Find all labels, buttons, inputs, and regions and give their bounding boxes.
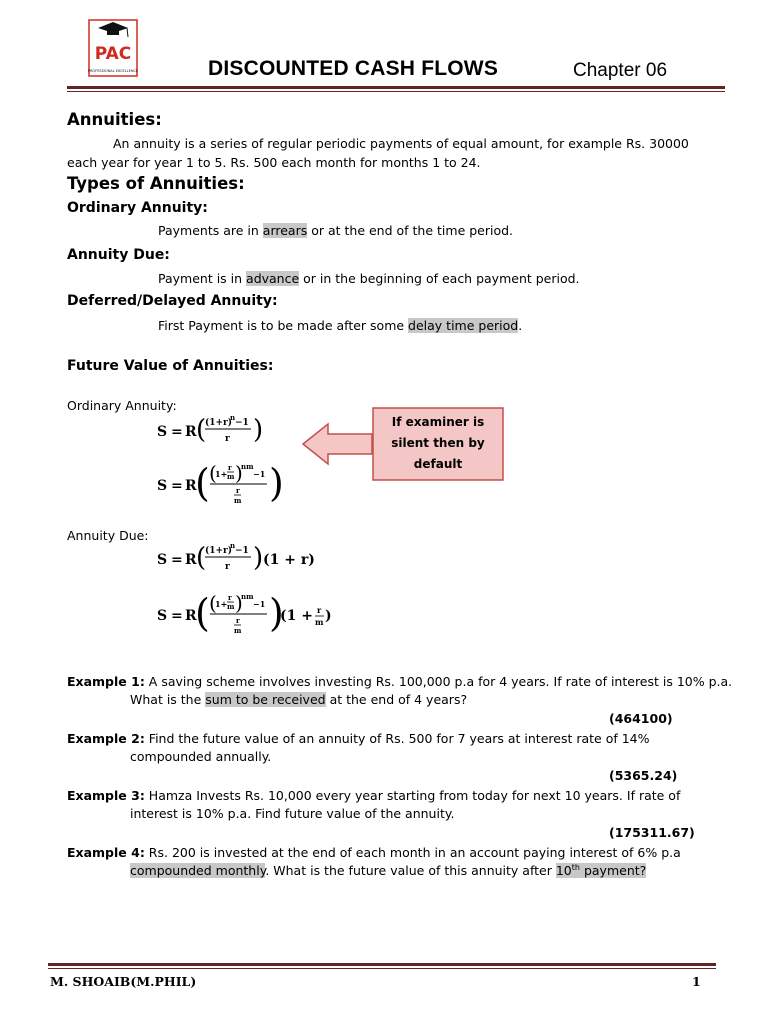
svg-text:=: =	[171, 552, 183, 568]
logo-tagline: PROFESSIONAL EXCELLENCE	[88, 69, 138, 73]
annuity-due-heading: Annuity Due:	[67, 247, 170, 263]
svg-text:r: r	[225, 562, 230, 572]
svg-text:(: (	[195, 461, 210, 505]
formula-due-annual	[155, 538, 325, 576]
svg-text:): )	[325, 608, 332, 624]
annuity-due-text: Payment is in advance or in the beginning of each payment period.	[158, 271, 580, 286]
svg-text:R: R	[185, 552, 197, 568]
svg-text:S: S	[157, 552, 168, 568]
annuities-line-2: each year for year 1 to 5. Rs. 500 each month for months 1 to 24.	[67, 155, 481, 170]
highlight-sum: sum to be received	[205, 692, 326, 707]
annuities-line-1: An annuity is a series of regular periodic payments of equal amount, for example Rs. 30000	[113, 136, 689, 151]
svg-text:R: R	[185, 608, 197, 624]
logo-text: PAC	[94, 44, 132, 64]
svg-text:S: S	[157, 608, 168, 624]
fv-due-label: Annuity Due:	[67, 528, 149, 543]
svg-text:(: (	[196, 415, 207, 445]
svg-text:S: S	[157, 478, 168, 494]
deferred-annuity-heading: Deferred/Delayed Annuity:	[67, 293, 278, 309]
example-4-line-2: compounded monthly. What is the future value of this annuity after 10th payment?	[130, 863, 647, 879]
formula-ordinary-periodic	[155, 458, 285, 512]
example-2-line-2: compounded annually.	[130, 749, 272, 764]
fv-ordinary-label: Ordinary Annuity:	[67, 398, 177, 413]
formula-due-periodic	[155, 588, 340, 642]
footer-rule-thin	[48, 968, 716, 969]
deferred-annuity-text: First Payment is to be made after some delay time period.	[158, 318, 523, 333]
svg-text:−1: −1	[235, 418, 249, 428]
example-1-answer: (464100)	[609, 711, 673, 726]
svg-text:): )	[269, 461, 284, 505]
svg-text:(1+r): (1+r)	[205, 546, 233, 556]
highlight-compounded: compounded monthly	[130, 863, 266, 879]
example-3-line-1: Example 3: Hamza Invests Rs. 10,000 every year starting from today for next 10 years. If rate of	[67, 788, 681, 803]
svg-text:m: m	[234, 626, 242, 635]
svg-text:S: S	[157, 424, 168, 440]
example-2-line-1: Example 2: Find the future value of an annuity of Rs. 500 for 7 years at interest rate of 14%	[67, 731, 650, 746]
svg-text:R: R	[185, 478, 197, 494]
header-rule-thin	[67, 91, 725, 92]
svg-text:r: r	[228, 463, 232, 472]
svg-text:(1 +: (1 +	[280, 608, 313, 624]
ordinary-annuity-heading: Ordinary Annuity:	[67, 200, 208, 216]
svg-text:(: (	[209, 461, 217, 485]
svg-text:−1: −1	[235, 546, 249, 556]
highlight-advance: advance	[246, 271, 300, 286]
example-2-answer: (5365.24)	[609, 768, 678, 783]
formula-ordinary-annual	[155, 410, 270, 448]
svg-text:n: n	[230, 541, 236, 550]
svg-text:): )	[235, 591, 243, 615]
example-1-line-1: Example 1: A saving scheme involves investing Rs. 100,000 p.a for 4 years. If rate of interest is 10% p.a.	[67, 674, 733, 689]
svg-text:(: (	[196, 543, 207, 573]
svg-text:n: n	[230, 413, 236, 422]
svg-text:r: r	[236, 486, 240, 495]
annuities-heading: Annuities:	[67, 110, 162, 129]
highlight-delay: delay time period	[408, 318, 519, 333]
svg-text:(: (	[195, 591, 210, 635]
example-3-answer: (175311.67)	[609, 825, 695, 840]
page-number: 1	[692, 974, 701, 989]
svg-text:): )	[269, 591, 284, 635]
svg-text:(1 + r): (1 + r)	[263, 552, 315, 568]
document-title: DISCOUNTED CASH FLOWS	[208, 57, 499, 80]
highlight-payment: 10th payment?	[555, 863, 647, 879]
callout-text: If examiner is silent then by default	[391, 415, 485, 471]
ordinary-annuity-text: Payments are in arrears or at the end of the time period.	[158, 223, 514, 238]
svg-text:(1+r): (1+r)	[205, 418, 233, 428]
svg-text:r: r	[317, 605, 322, 615]
footer-rule	[48, 963, 716, 966]
svg-text:R: R	[185, 424, 197, 440]
svg-text:1+: 1+	[215, 469, 228, 479]
svg-text:(: (	[209, 591, 217, 615]
svg-text:=: =	[171, 478, 183, 494]
svg-text:m: m	[227, 472, 235, 481]
svg-text:nm: nm	[241, 592, 254, 601]
svg-text:): )	[253, 543, 264, 573]
svg-text:nm: nm	[241, 462, 254, 471]
footer-author: M. SHOAIB(M.PHIL)	[50, 974, 197, 989]
chapter-label: Chapter 06	[573, 60, 668, 81]
svg-text:r: r	[236, 616, 240, 625]
example-1-line-2: What is the sum to be received at the end of 4 years?	[130, 692, 468, 707]
svg-text:1+: 1+	[215, 599, 228, 609]
svg-text:=: =	[171, 608, 183, 624]
highlight-arrears: arrears	[262, 223, 308, 238]
svg-text:): )	[253, 415, 264, 445]
svg-text:r: r	[225, 434, 230, 444]
svg-text:=: =	[171, 424, 183, 440]
example-4-line-1: Example 4: Rs. 200 is invested at the end of each month in an account paying interest of 6% p.a	[67, 845, 681, 860]
svg-text:−1: −1	[253, 599, 266, 609]
svg-text:m: m	[227, 602, 235, 611]
svg-text:m: m	[234, 496, 242, 505]
svg-text:r: r	[228, 593, 232, 602]
pac-logo	[88, 18, 138, 78]
svg-text:m: m	[315, 617, 324, 627]
example-3-line-2: interest is 10% p.a. Find future value of the annuity.	[130, 806, 455, 821]
future-value-heading: Future Value of Annuities:	[67, 358, 274, 374]
svg-text:−1: −1	[253, 469, 266, 479]
header-rule	[67, 86, 725, 89]
types-heading: Types of Annuities:	[67, 174, 245, 193]
svg-text:): )	[235, 461, 243, 485]
